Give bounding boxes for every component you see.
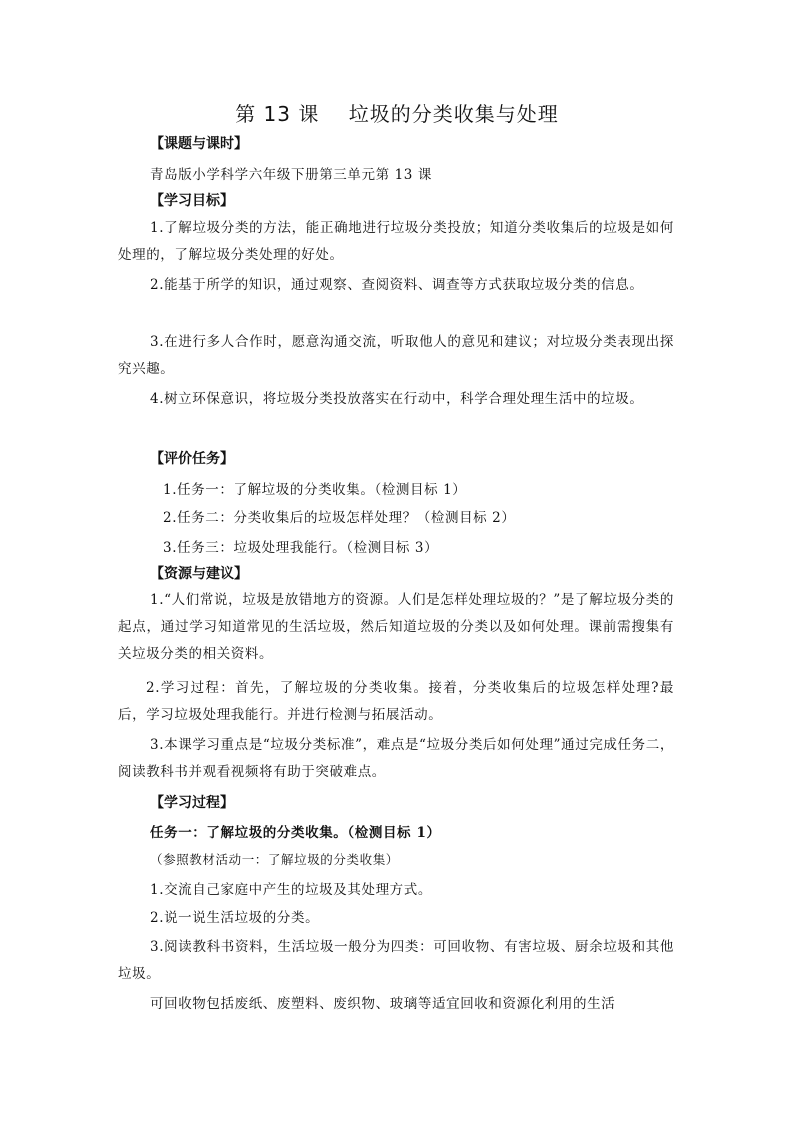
lesson-info: 青岛版小学科学六年级下册第三单元第 13 课 [150, 167, 432, 183]
task1-reference: （参照教材活动一：了解垃圾的分类收集） [150, 852, 399, 867]
section-heading-evaluation: 【评价任务】 [150, 451, 234, 467]
objective-3: 3.在进行多人合作时，愿意沟通交流，听取他人的意见和建议；对垃圾分类表现出探究兴趣。 [118, 334, 674, 377]
evaluation-task-2: 2.任务二：分类收集后的垃圾怎样处理？（检测目标 2） [163, 510, 516, 526]
step-1: 1.交流自己家庭中产生的垃圾及其处理方式。 [150, 882, 432, 898]
resource-3: 3.本课学习重点是“垃圾分类标准”，难点是“垃圾分类后如何处理”通过完成任务二，阅读教科书并观看视频将有助于突破难点。 [118, 737, 674, 780]
objective-2: 2.能基于所学的知识，通过观察、查阅资料、调查等方式获取垃圾分类的信息。 [150, 277, 644, 293]
objective-1: 1.了解垃圾分类的方法，能正确地进行垃圾分类投放；知道分类收集后的垃圾是如何处理的，了解垃圾分类处理的好处。 [118, 220, 674, 263]
evaluation-task-3: 3.任务三：垃圾处理我能行。（检测目标 3） [163, 540, 439, 556]
step-2: 2.说一说生活垃圾的分类。 [150, 910, 320, 926]
task1-heading: 任务一：了解垃圾的分类收集。（检测目标 1） [150, 825, 441, 841]
step-3: 3.阅读教科书资料，生活垃圾一般分为四类：可回收物、有害垃圾、厨余垃圾和其他垃圾。 [118, 939, 674, 982]
page-title: 第 13 课 垃圾的分类收集与处理 [235, 102, 559, 126]
recyclable-description: 可回收物包括废纸、废塑料、废织物、玻璃等适宜回收和资源化利用的生活 [150, 996, 616, 1012]
section-heading-resources: 【资源与建议】 [150, 566, 248, 582]
resource-2: 2.学习过程：首先，了解垃圾的分类收集。接着，分类收集后的垃圾怎样处理?最后，学习垃圾处理我能行。并进行检测与拓展活动。 [118, 680, 674, 723]
evaluation-task-1: 1.任务一：了解垃圾的分类收集。（检测目标 1） [163, 482, 467, 498]
section-heading-objectives: 【学习目标】 [150, 193, 234, 209]
section-heading-lesson: 【课题与课时】 [150, 136, 248, 152]
objective-4: 4.树立环保意识，将垃圾分类投放落实在行动中，科学合理处理生活中的垃圾。 [150, 391, 644, 407]
section-heading-process: 【学习过程】 [150, 795, 234, 811]
resource-1: 1.“人们常说，垃圾是放错地方的资源。人们是怎样处理垃圾的？”是了解垃圾分类的起点，通过学习知道常见的生活垃圾，然后知道垃圾的分类以及如何处理。课前需搜集有关垃圾分类的相关资料。 [118, 592, 674, 662]
